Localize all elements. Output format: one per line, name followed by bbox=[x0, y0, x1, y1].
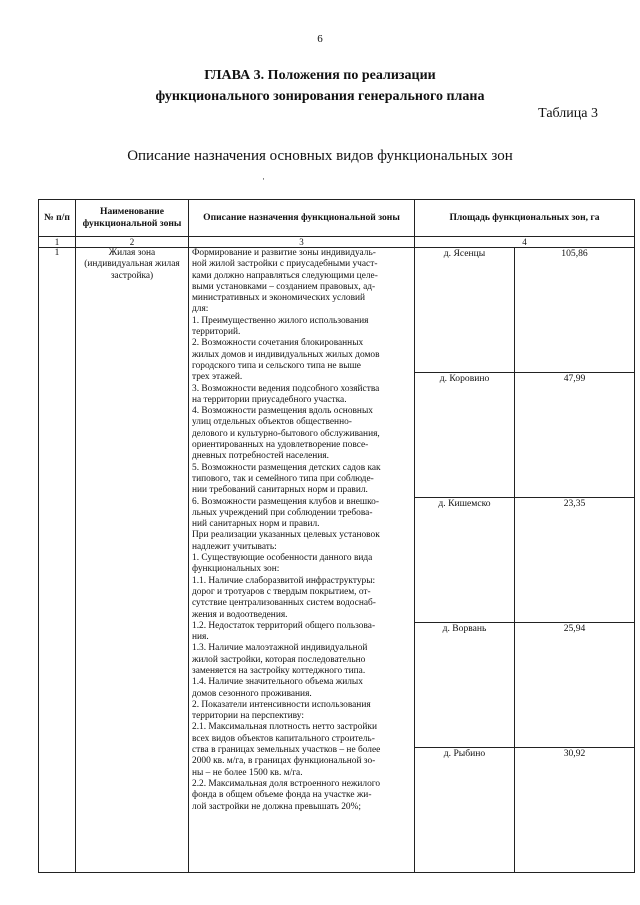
description-line: ний санитарных норм и правил. bbox=[192, 519, 320, 530]
description-line: домов сезонного проживания. bbox=[192, 688, 312, 699]
description-line: 1.4. Наличие значительного объема жилых bbox=[192, 677, 363, 688]
description-line: сутствие централизованных систем водоснаб- bbox=[192, 598, 376, 609]
description-line: ориентированных на удовлетворение повсе- bbox=[192, 440, 369, 451]
header-name: Наименование функциональной зоны bbox=[76, 200, 189, 237]
col-number-1: 1 bbox=[39, 237, 76, 248]
description-line: делового и культурно-бытового обслуживания, bbox=[192, 428, 380, 439]
description-line: территории на перспективу: bbox=[192, 711, 304, 722]
description-line: дорог и тротуаров с твердым покрытием, от- bbox=[192, 586, 371, 597]
description-line: ства в границах земельных участков – не более bbox=[192, 745, 381, 756]
description-line: трех этажей. bbox=[192, 372, 243, 383]
col-number-2: 2 bbox=[76, 237, 189, 248]
description-line: ния. bbox=[192, 632, 209, 643]
description-line: заменяется на застройку коттеджного типа. bbox=[192, 665, 366, 676]
chapter-title-line-2: функционального зонирования генерального плана bbox=[155, 89, 485, 104]
description-line: фонда в общем объеме фонда на участке жи- bbox=[192, 790, 372, 801]
description-line: 2. Возможности сочетания блокированных bbox=[192, 338, 364, 349]
description-lines bbox=[192, 248, 411, 813]
table-row bbox=[39, 248, 635, 373]
description-line: улиц отдельных объектов общественно- bbox=[192, 417, 352, 428]
description-line: 2. Показатели интенсивности использования bbox=[192, 699, 371, 710]
area-value-3: 23,35 bbox=[515, 498, 635, 623]
header-description: Описание назначения функциональной зоны bbox=[189, 200, 415, 237]
header-num: № п/п bbox=[39, 200, 76, 237]
col-number-3: 3 bbox=[189, 237, 415, 248]
description-line: министративных и экономических условий bbox=[192, 293, 366, 304]
area-place-3: д. Кишемско bbox=[415, 498, 515, 623]
description-line: городского типа и сельского типа не выше bbox=[192, 360, 361, 371]
zone-name: Жилая зона (индивидуальная жилая застройка) bbox=[76, 248, 189, 873]
description-line: жения и водоотведения. bbox=[192, 609, 288, 620]
area-value-4: 25,94 bbox=[515, 623, 635, 748]
area-value-5: 30,92 bbox=[515, 748, 635, 873]
description-line: жилых домов и индивидуальных жилых домов bbox=[192, 349, 380, 360]
description-line: жилой застройки, которая последовательно bbox=[192, 654, 366, 665]
row-number: 1 bbox=[39, 248, 76, 873]
description-line: 1. Преимущественно жилого использования bbox=[192, 315, 369, 326]
description-line: всех видов объектов капитального строитель- bbox=[192, 733, 375, 744]
description-line: ны – не более 1500 кв. м/га. bbox=[192, 767, 303, 778]
description-line: Формирование и развитие зоны индивидуаль- bbox=[192, 248, 376, 258]
description-line: При реализации указанных целевых установок bbox=[192, 530, 380, 541]
zone-description bbox=[189, 248, 415, 873]
page-number: 6 bbox=[317, 33, 323, 45]
description-line: 1. Существующие особенности данного вида bbox=[192, 553, 373, 564]
area-value-1: 105,86 bbox=[515, 248, 635, 373]
description-line: ной жилой застройки с приусадебными участ- bbox=[192, 259, 378, 270]
area-place-1: д. Ясенцы bbox=[415, 248, 515, 373]
description-line: 5. Возможности размещения детских садов как bbox=[192, 462, 381, 473]
description-line: дневных потребностей населения. bbox=[192, 451, 329, 462]
decorative-dot: · bbox=[262, 174, 265, 184]
description-line: лой застройки не должна превышать 20%; bbox=[192, 801, 362, 812]
description-line: 3. Возможности ведения подсобного хозяйства bbox=[192, 383, 380, 394]
description-line: 1.1. Наличие слаборазвитой инфраструктуры: bbox=[192, 575, 376, 586]
description-line: ками должно направляться следующими целе- bbox=[192, 270, 378, 281]
area-place-2: д. Коровино bbox=[415, 373, 515, 498]
description-line: 2.1. Максимальная плотность нетто застройки bbox=[192, 722, 377, 733]
description-line: на территории приусадебного участка. bbox=[192, 394, 347, 405]
description-line: 4. Возможности размещения вдоль основных bbox=[192, 406, 373, 417]
chapter-title-line-1: ГЛАВА 3. Положения по реализации bbox=[204, 68, 436, 83]
chapter-title bbox=[0, 65, 640, 107]
table-header-row bbox=[39, 200, 635, 237]
area-value-2: 47,99 bbox=[515, 373, 635, 498]
zones-table bbox=[38, 199, 635, 873]
description-line: типового, так и семейного типа при соблюде- bbox=[192, 473, 374, 484]
table-label: Таблица 3 bbox=[538, 106, 598, 121]
description-line: для: bbox=[192, 304, 209, 315]
description-line: льных учреждений при соблюдении требова- bbox=[192, 507, 373, 518]
description-line: территорий. bbox=[192, 327, 241, 338]
column-number-row bbox=[39, 237, 635, 248]
description-line: надлежит учитывать: bbox=[192, 541, 277, 552]
col-number-4: 4 bbox=[415, 237, 635, 248]
description-line: 1.3. Наличие малоэтажной индивидуальной bbox=[192, 643, 368, 654]
table-caption: Описание назначения основных видов функциональных зон bbox=[127, 148, 513, 164]
description-line: 6. Возможности размещения клубов и внешко- bbox=[192, 496, 379, 507]
description-line: 1.2. Недостаток территорий общего пользова- bbox=[192, 620, 376, 631]
header-area: Площадь функциональных зон, га bbox=[415, 200, 635, 237]
description-line: функциональных зон: bbox=[192, 564, 280, 575]
description-line: выми установками – созданием правовых, ад- bbox=[192, 281, 376, 292]
area-place-5: д. Рыбино bbox=[415, 748, 515, 873]
description-line: 2.2. Максимальная доля встроенного нежилого bbox=[192, 778, 381, 789]
description-line: 2000 кв. м/га, в границах функциональной зо- bbox=[192, 756, 376, 767]
description-line: нии требований санитарных норм и правил. bbox=[192, 485, 368, 496]
area-place-4: д. Ворвань bbox=[415, 623, 515, 748]
